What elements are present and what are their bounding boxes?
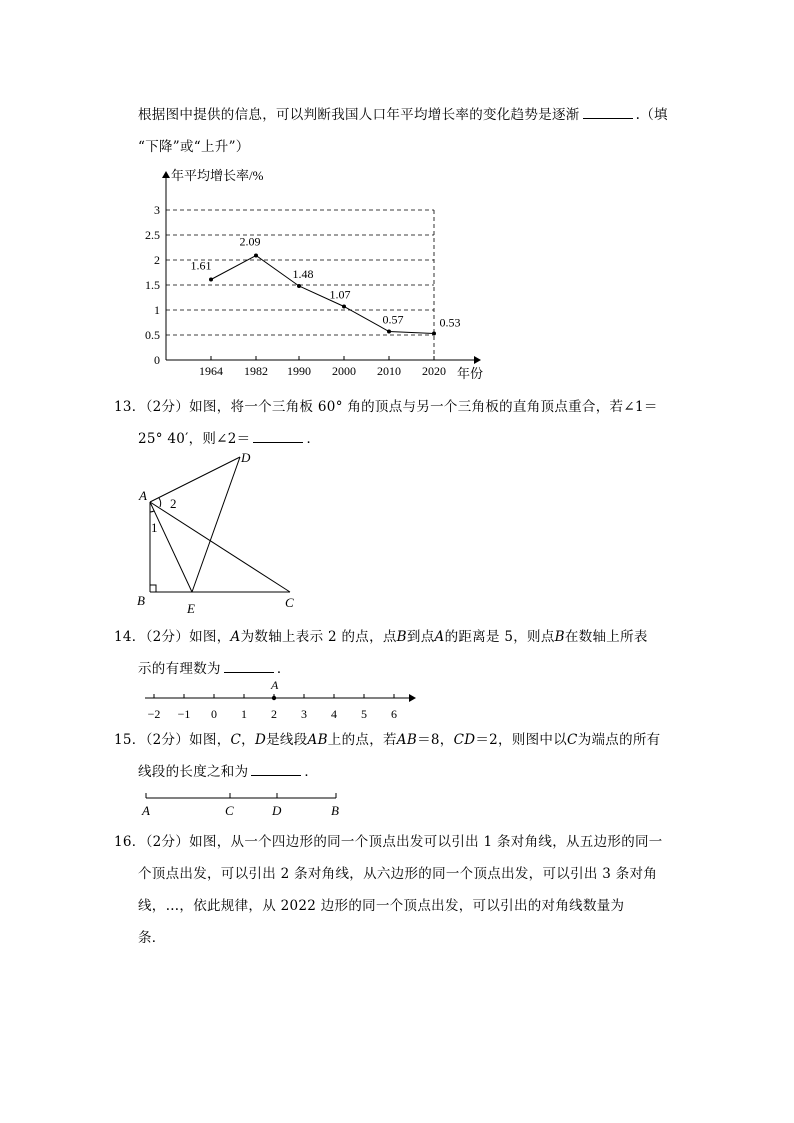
data-label: 1.48	[292, 267, 314, 281]
label-angle-1: 1	[151, 520, 158, 535]
answer-blank	[253, 430, 303, 443]
y-tick-label: 0	[154, 353, 160, 367]
angle-1-arc	[150, 511, 154, 512]
q15-line2: 线段的长度之和为 ．	[138, 764, 319, 780]
number-line-tick-label: 0	[211, 707, 217, 721]
x-tick-label: 2010	[377, 364, 401, 378]
y-tick-label: 0.5	[145, 328, 160, 342]
y-axis-title: 年平均增长率/%	[171, 168, 264, 183]
data-label: 0.57	[382, 312, 404, 327]
seg-label-A: A	[142, 803, 150, 818]
number-line-label-A: A	[271, 678, 279, 692]
label-D: D	[241, 450, 251, 465]
q15-line1: 15．（2分）如图，C，D是线段AB上的点，若AB＝8，CD＝2，则图中以C为端点的所有	[114, 732, 661, 748]
data-label: 1.61	[190, 258, 212, 273]
segment-figure	[138, 788, 348, 822]
y-tick-label: 2	[154, 253, 160, 267]
seg-label-B: B	[331, 803, 339, 818]
answer-blank	[583, 106, 633, 119]
number-line-tick-label: −2	[147, 707, 161, 721]
right-angle-mark	[150, 585, 156, 592]
data-point	[432, 332, 436, 336]
q14-line1: 14．（2分）如图，A为数轴上表示 2 的点，点B到点A的距离是 5，则点B在数轴上所表	[114, 629, 648, 645]
triangle-figure	[130, 445, 320, 615]
data-label: 1.07	[329, 287, 351, 302]
y-tick-label: 2.5	[145, 228, 160, 242]
number-line-tick-label: 2	[271, 707, 277, 721]
q12-line2: “下降”或“上升”）	[138, 139, 250, 155]
y-tick-label: 1	[154, 303, 160, 317]
q13-line1: 13．（2分）如图，将一个三角板 60° 角的顶点与另一个三角板的直角顶点重合，若∠1＝	[114, 399, 658, 415]
number-line-tick-label: 1	[241, 707, 247, 721]
q16-line4: 条．	[138, 930, 166, 946]
q16-line1: 16．（2分）如图，从一个四边形的同一个顶点出发可以引出 1 条对角线，从五边形的同一	[114, 834, 663, 850]
y-tick-label: 3	[154, 203, 160, 217]
seg-label-D: D	[272, 803, 282, 818]
label-E: E	[187, 601, 195, 615]
label-A: A	[139, 488, 147, 503]
growth-rate-chart	[0, 160, 794, 385]
number-line-tick-label: 5	[361, 707, 367, 721]
q16-line3: 线，…，依此规律，从 2022 边形的同一个顶点出发，可以引出的对角线数量为	[138, 898, 625, 914]
x-axis-title: 年份	[457, 366, 484, 381]
seg-label-C: C	[225, 803, 234, 818]
x-tick-label: 2020	[422, 364, 446, 378]
number-line-tick-label: 4	[331, 707, 337, 721]
data-label: 0.53	[439, 315, 461, 330]
answer-blank	[224, 660, 274, 673]
q16-line2: 个顶点出发，可以引出 2 条对角线，从六边形的同一个顶点出发，可以引出 3 条对角	[138, 866, 658, 882]
number-line-tick-label: −1	[177, 707, 191, 721]
x-tick-label: 1982	[244, 364, 268, 378]
label-C: C	[285, 595, 294, 610]
label-B: B	[137, 593, 145, 608]
number-line	[135, 677, 425, 725]
q14-line2: 示的有理数为 ．	[138, 661, 291, 677]
x-tick-label: 1964	[199, 364, 223, 378]
data-point	[387, 330, 391, 334]
q13-line2: 25° 40′，则∠2＝ ．	[138, 431, 321, 447]
answer-blank	[251, 763, 301, 776]
data-point	[297, 284, 301, 288]
x-tick-label: 2000	[332, 364, 356, 378]
label-angle-2: 2	[170, 496, 177, 511]
y-tick-label: 1.5	[145, 278, 160, 292]
data-point	[209, 278, 213, 282]
data-label: 2.09	[239, 234, 261, 249]
angle-2-arc	[159, 498, 161, 507]
number-line-tick-label: 3	[301, 707, 307, 721]
point-A	[272, 696, 276, 700]
x-tick-label: 1990	[287, 364, 311, 378]
number-line-tick-label: 6	[391, 707, 397, 721]
q12-line1: 根据图中提供的信息，可以判断我国人口年平均增长率的变化趋势是逐渐 .（填	[138, 107, 668, 123]
data-point	[254, 254, 258, 258]
data-point	[342, 305, 346, 309]
